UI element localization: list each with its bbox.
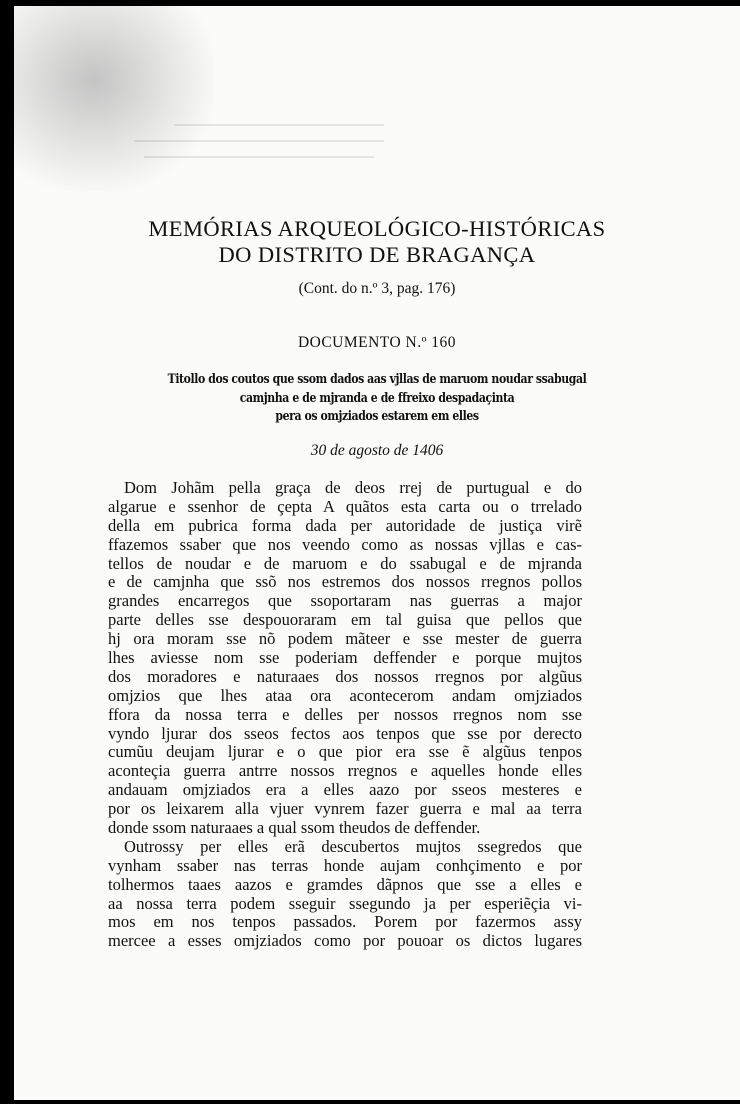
body-line: Outrossy per elles erã descubertos mujtos ssegredos que (124, 836, 582, 856)
body-line: algarue e ssenhor de çepta A quãtos esta carta ou o trrelado (108, 496, 582, 516)
body-line: lhes aviesse nom sse poderiam deffender e porque mujtos (108, 648, 582, 668)
document-page (14, 6, 740, 1100)
body-line: aconteçia guerra antrre nossos rregnos e aquelles honde elles (108, 761, 582, 781)
body-line: tolhermos taaes aazos e gramdes dãpnos que sse a elles e (108, 874, 582, 894)
body-line: ffazemos ssaber que nos veendo como as nossas vjllas e cas- (108, 534, 582, 554)
body-line: parte delles sse despouoraram em tal guisa que pellos que (108, 610, 582, 630)
bleed-through-text (134, 124, 394, 194)
gothic-title-line1: Titollo dos coutos que ssom dados aas vjllas de maruom noudar ssabugal (167, 372, 587, 387)
body-line: vynham ssaber nas terras honde aujam conhçimento e por (108, 855, 582, 875)
body-line: dos moradores e naturaaes dos nossos rregnos por algũus (108, 666, 582, 686)
body-line: ffora da nossa terra e delles per nossos rregnos nom sse (108, 704, 582, 724)
body-line: e de camjnha que ssõ nos estremos dos nossos rregnos pollos (108, 572, 582, 592)
body-line: mos em nos tenpos passados. Porem por fazermos assy (108, 912, 582, 932)
document-date: 30 de agosto de 1406 (310, 442, 444, 459)
body-line: mercee a esses omjziados como por pouoar os dictos lugares (108, 931, 582, 951)
body-line: tellos de noudar e de maruom e do ssabugal e de mjranda (108, 553, 582, 573)
body-line: hj ora moram sse nõ podem mãteer e sse mester de guerra (108, 629, 582, 649)
page-title-line2: DO DISTRITO DE BRAGANÇA (218, 242, 536, 267)
gothic-title-line3: pera os omjziados estarem em elles (275, 409, 479, 424)
body-line: vyndo ljurar dos sseos fectos aos tenpos que sse por derecto (108, 723, 582, 743)
continuation-note: (Cont. do n.º 3, pag. 176) (298, 280, 456, 297)
body-line: cumũu deujam ljurar e o que pior era sse ẽ algũus tenpos (108, 742, 582, 762)
body-line: grandes encarregos que ssoportaram nas guerras a major (108, 591, 582, 611)
body-line: aa nossa terra podem sseguir ssegundo ja per esperiẽçia vi- (108, 893, 582, 913)
gothic-title-line2: camjnha e de mjranda e de ffreixo despadaçinta (239, 391, 515, 406)
body-text (108, 479, 582, 951)
document-number: DOCUMENTO N.º 160 (297, 334, 457, 351)
body-line: della em pubrica forma dada per autoridade de justiça virẽ (108, 515, 582, 535)
body-line: andauam omjziados era a elles aazo por sseos mesteres e (108, 780, 582, 800)
page-title-line1: MEMÓRIAS ARQUEOLÓGICO-HISTÓRICAS (148, 216, 606, 241)
body-line: por os leixarem alla vjuer vynrem fazer guerra e mal aa terra (108, 799, 582, 819)
body-line: donde ssom naturaaes a qual ssom theudos de deffender. (108, 818, 481, 838)
body-line: Dom Johãm pella graça de deos rrej de purtugual e do (124, 478, 582, 497)
body-line: omjzios que lhes ataa ora acontecerom andam omjziados (108, 685, 582, 705)
